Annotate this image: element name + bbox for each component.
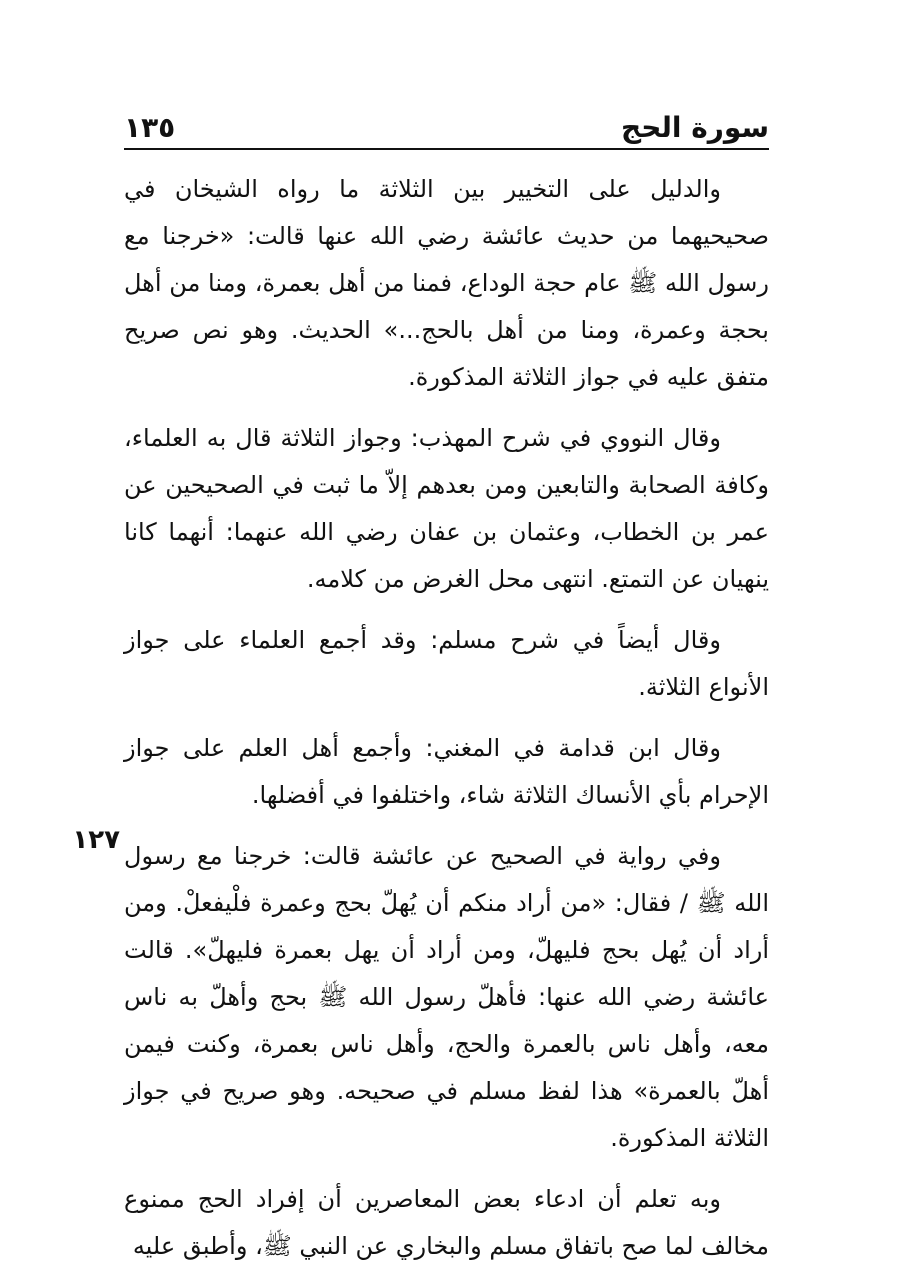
paragraph: وقال النووي في شرح المهذب: وجواز الثلاثة قال به العلماء، وكافة الصحابة والتابعين ومن بعدهم إلاّ ما ثبت في الصحيحين عن عمر بن الخطاب، وعثمان بن عفان رضي الله عنهما: أنهما كانا ينهيان عن التمتع. انتهى محل الغرض من كلامه. [124,424,769,593]
page-header [124,108,769,150]
paragraph: والدليل على التخيير بين الثلاثة ما رواه الشيخان في صحيحيهما من حديث عائشة رضي الله عنها قالت: «خرجنا مع رسول الله ﷺ عام حجة الوداع، فمنا من أهل بعمرة، ومنا من أهل بحجة وعمرة، ومنا من أهل بالحج...» الحديث. وهو نص صريح متفق عليه في جواز الثلاثة المذكورة. [124,175,769,391]
surah-title: سورة الحج [621,111,769,144]
paragraph: وقال ابن قدامة في المغني: وأجمع أهل العلم على جواز الإحرام بأي الأنساك الثلاثة شاء، واختلفوا في أفضلها. [124,734,769,809]
body-text [124,166,769,1284]
paragraph: وفي رواية في الصحيح عن عائشة قالت: خرجنا مع رسول الله ﷺ / فقال: «من أراد منكم أن يُهلّ بحج وعمرة فلْيفعلْ. ومن أراد أن يُهل بحج فليهلّ، ومن أراد أن يهل بعمرة فليهلّ». قالت عائشة رضي الله عنها: فأهلّ رسول الله ﷺ بحج وأهلّ به ناس معه، وأهل ناس بالعمرة والحج، وأهل ناس بعمرة، وكنت فيمن أهلّ بالعمرة» هذا لفظ مسلم في صحيحه. وهو صريح في جواز الثلاثة المذكورة. [124,842,769,1152]
margin-page-reference: ١٢٧ [72,825,120,855]
paragraph: وقال أيضاً في شرح مسلم: وقد أجمع العلماء على جواز الأنواع الثلاثة. [124,626,769,701]
paragraph: وبه تعلم أن ادعاء بعض المعاصرين أن إفراد الحج ممنوع مخالف لما صح باتفاق مسلم والبخاري عن النبي ﷺ، وأطبق عليه [124,1185,769,1260]
page-number: ١٣٥ [124,111,176,144]
